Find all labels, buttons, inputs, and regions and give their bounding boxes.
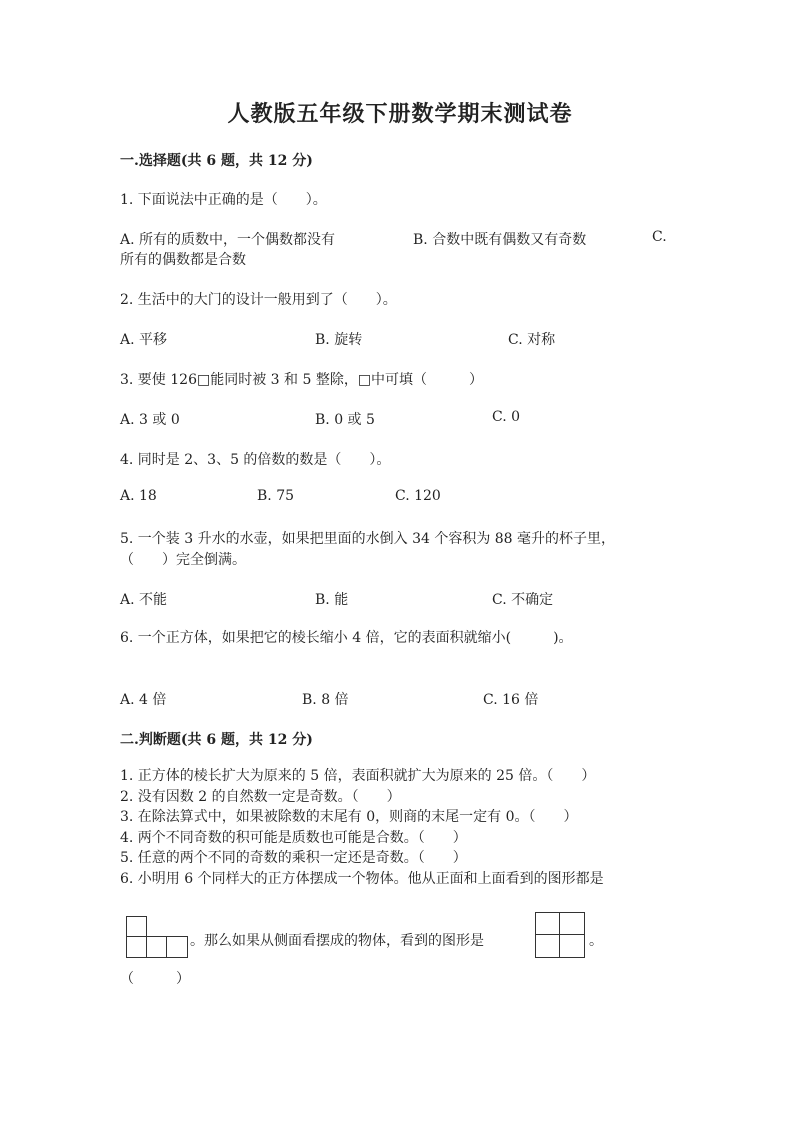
question-6: 6. 一个正方体，如果把它的棱长缩小 4 倍，它的表面积就缩小( )。 [120, 630, 573, 646]
question-1-option-a: A. 所有的质数中，一个偶数都没有 [120, 232, 336, 248]
question-5-option-a: A. 不能 [120, 592, 168, 608]
question-1: 1. 下面说法中正确的是（ ）。 [120, 192, 327, 208]
question-1-option-b: B. 合数中既有偶数又有奇数 [413, 232, 587, 248]
question-4-option-c: C. 120 [395, 488, 441, 504]
judgement-item-3: 3. 在除法算式中，如果被除数的末尾有 0，则商的末尾一定有 0。（ ） [120, 809, 578, 825]
judgement-item-1: 1. 正方体的棱长扩大为原来的 5 倍，表面积就扩大为原来的 25 倍。（ ） [120, 768, 596, 784]
question-3: 3. 要使 126□能同时被 3 和 5 整除，□中可填（ ） [120, 372, 484, 388]
question-2-option-a: A. 平移 [120, 332, 168, 348]
question-5: 5. 一个装 3 升水的水壶，如果把里面的水倒入 34 个容积为 88 毫升的杯子里， [120, 531, 616, 547]
figure-cell [559, 934, 585, 958]
figure-cell [126, 936, 147, 958]
question-3-option-c: C. 0 [492, 409, 521, 425]
question-3-option-a: A. 3 或 0 [120, 412, 180, 428]
question-3-option-b: B. 0 或 5 [315, 412, 375, 428]
question-4-option-a: A. 18 [120, 488, 157, 504]
page-title: 人教版五年级下册数学期末测试卷 [227, 101, 573, 127]
judgement-item-4: 4. 两个不同奇数的积可能是质数也可能是合数。（ ） [120, 830, 467, 846]
figure-cell [126, 916, 147, 938]
question-5-option-b: B. 能 [315, 592, 349, 608]
figure-cell [146, 936, 167, 958]
figure-cell [535, 912, 561, 936]
judgement-item-6-end: 。 [589, 933, 603, 949]
section-heading-judgement: 二.判断题(共 6 题，共 12 分) [120, 732, 313, 748]
judgement-item-6-answer-blank: （ ） [120, 971, 190, 987]
question-2-option-b: B. 旋转 [315, 332, 363, 348]
question-2: 2. 生活中的大门的设计一般用到了（ ）。 [120, 292, 397, 308]
judgement-item-5: 5. 任意的两个不同的奇数的乘积一定还是奇数。（ ） [120, 850, 467, 866]
question-5-option-c: C. 不确定 [492, 592, 554, 608]
question-2-option-c: C. 对称 [508, 332, 556, 348]
question-5-line2: （ ）完全倒满。 [120, 552, 246, 568]
judgement-item-6: 6. 小明用 6 个同样大的正方体摆成一个物体。他从正面和上面看到的图形都是 [120, 871, 604, 887]
question-4-option-b: B. 75 [257, 488, 295, 504]
question-6-option-b: B. 8 倍 [302, 692, 349, 708]
question-6-option-c: C. 16 倍 [483, 692, 539, 708]
judgement-item-2: 2. 没有因数 2 的自然数一定是奇数。（ ） [120, 789, 401, 805]
question-1-option-c-wrap: 所有的偶数都是合数 [120, 252, 246, 268]
question-6-option-a: A. 4 倍 [120, 692, 167, 708]
side-view-figure [535, 912, 585, 958]
question-1-option-c: C. [652, 229, 667, 245]
judgement-item-6-middle: 。那么如果从侧面看摆成的物体，看到的图形是 [190, 933, 484, 949]
front-top-view-figure [126, 916, 188, 958]
question-4: 4. 同时是 2、3、5 的倍数的数是（ ）。 [120, 452, 391, 468]
section-heading-choice: 一.选择题(共 6 题，共 12 分) [120, 153, 313, 169]
figure-cell [166, 936, 188, 958]
figure-cell [535, 934, 561, 958]
figure-cell [559, 912, 585, 936]
